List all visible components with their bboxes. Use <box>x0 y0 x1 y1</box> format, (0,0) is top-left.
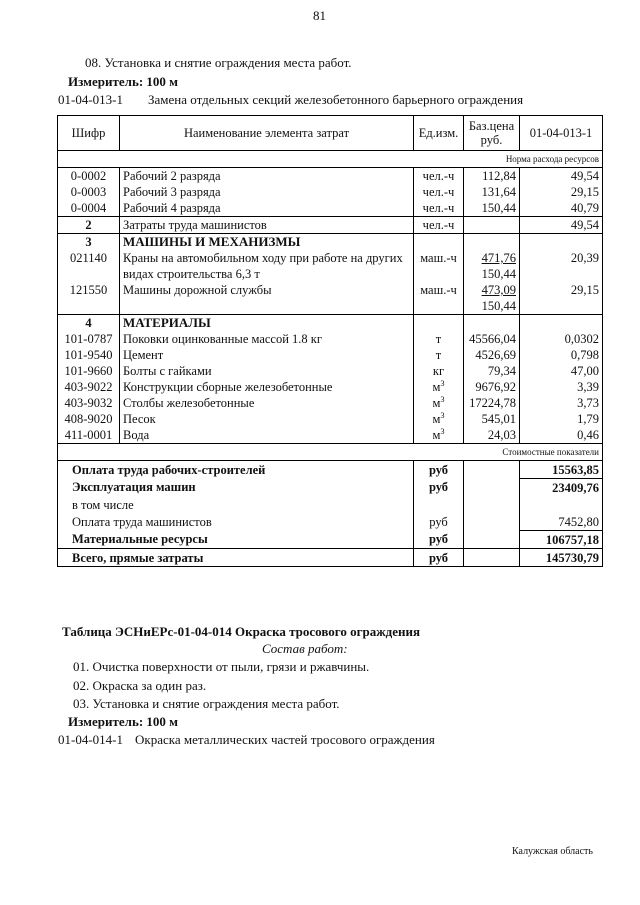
table-row: 101-9660 Болты с гайками кг 79,34 47,00 <box>58 363 603 379</box>
measure-label: Измеритель: 100 м <box>68 74 179 89</box>
item-code: 01-04-014-1 <box>58 732 123 747</box>
header-name: Наименование элемента затрат <box>120 116 414 151</box>
table-row: 411-0001 Вода $м^3$ 24,03 0,46 <box>58 427 603 444</box>
machine-price: 473,09 <box>481 283 516 297</box>
table-row: 121550 Машины дорожной службы маш.-ч 473,09 150,44 29,15 <box>58 282 603 315</box>
work-composition-heading: Состав работ: <box>262 641 348 656</box>
table-row: 101-9540 Цемент т 4526,69 0,798 <box>58 347 603 363</box>
totals-row: Оплата труда рабочих-строителей руб 15563,85 <box>58 461 603 479</box>
header-price: Баз.цена руб. <box>464 116 520 151</box>
work-step: 03. Установка и снятие ограждения места работ. <box>73 696 340 711</box>
item-title: Замена отдельных секций железобетонного барьерного ограждения <box>148 92 524 107</box>
table-row: 408-9020 Песок $м^3$ 545,01 1,79 <box>58 411 603 427</box>
footer-region: Калужская область <box>512 846 593 857</box>
section-header: 3 МАШИНЫ И МЕХАНИЗМЫ <box>58 234 603 251</box>
table-row: 2 Затраты труда машинистов чел.-ч 49,54 <box>58 217 603 234</box>
machine-price-2: 150,44 <box>481 299 516 313</box>
work-step: 02. Окраска за один раз. <box>73 678 207 693</box>
item-code: 01-04-013-1 <box>58 92 123 107</box>
header-code: Шифр <box>58 116 120 151</box>
table-row: 403-9032 Столбы железобетонные $м^3$ 17224,78 3,73 <box>58 395 603 411</box>
measure-label: Измеритель: 100 м <box>68 714 179 729</box>
resource-norm-table <box>57 115 603 567</box>
table-row: 0-0004 Рабочий 4 разряда чел.-ч 150,44 40,79 <box>58 200 603 217</box>
table-row: 101-0787 Поковки оцинкованные массой 1.8 кг т 45566,04 0,0302 <box>58 331 603 347</box>
table-title: Таблица ЭСНиЕРс-01-04-014 Окраска тросового ограждения <box>62 624 421 639</box>
work-step: 01. Очистка поверхности от пыли, грязи и ржавчины. <box>73 659 370 674</box>
cost-caption: Стоимостные показатели <box>58 444 603 461</box>
totals-row: Всего, прямые затраты руб 145730,79 <box>58 549 603 567</box>
work-step: 08. Установка и снятие ограждения места работ. <box>85 55 352 70</box>
table-row: 0-0002 Рабочий 2 разряда чел.-ч 112,84 49,54 <box>58 168 603 185</box>
page-number: 81 <box>313 8 326 23</box>
table-row: 021140 Краны на автомобильном ходу при работе на других видах строительства 6,3 т маш.-ч 471,76 150,44 20,39 <box>58 250 603 282</box>
table-row: 403-9022 Конструкции сборные железобетонные $м^3$ 9676,92 3,39 <box>58 379 603 395</box>
norm-caption: Норма расхода ресурсов <box>58 151 603 168</box>
header-norm: 01-04-013-1 <box>520 116 603 151</box>
totals-row: Оплата труда машинистов руб 7452,80 <box>58 513 603 531</box>
machine-price-2: 150,44 <box>481 267 516 281</box>
totals-row: в том числе <box>58 496 603 513</box>
header-unit: Ед.изм. <box>414 116 464 151</box>
item-title: Окраска металлических частей тросового ограждения <box>135 732 435 747</box>
machine-price: 471,76 <box>481 251 516 265</box>
table-row: 0-0003 Рабочий 3 разряда чел.-ч 131,64 29,15 <box>58 184 603 200</box>
section-header: 4 МАТЕРИАЛЫ <box>58 315 603 332</box>
totals-row: Материальные ресурсы руб 106757,18 <box>58 531 603 549</box>
totals-row: Эксплуатация машин руб 23409,76 <box>58 479 603 497</box>
